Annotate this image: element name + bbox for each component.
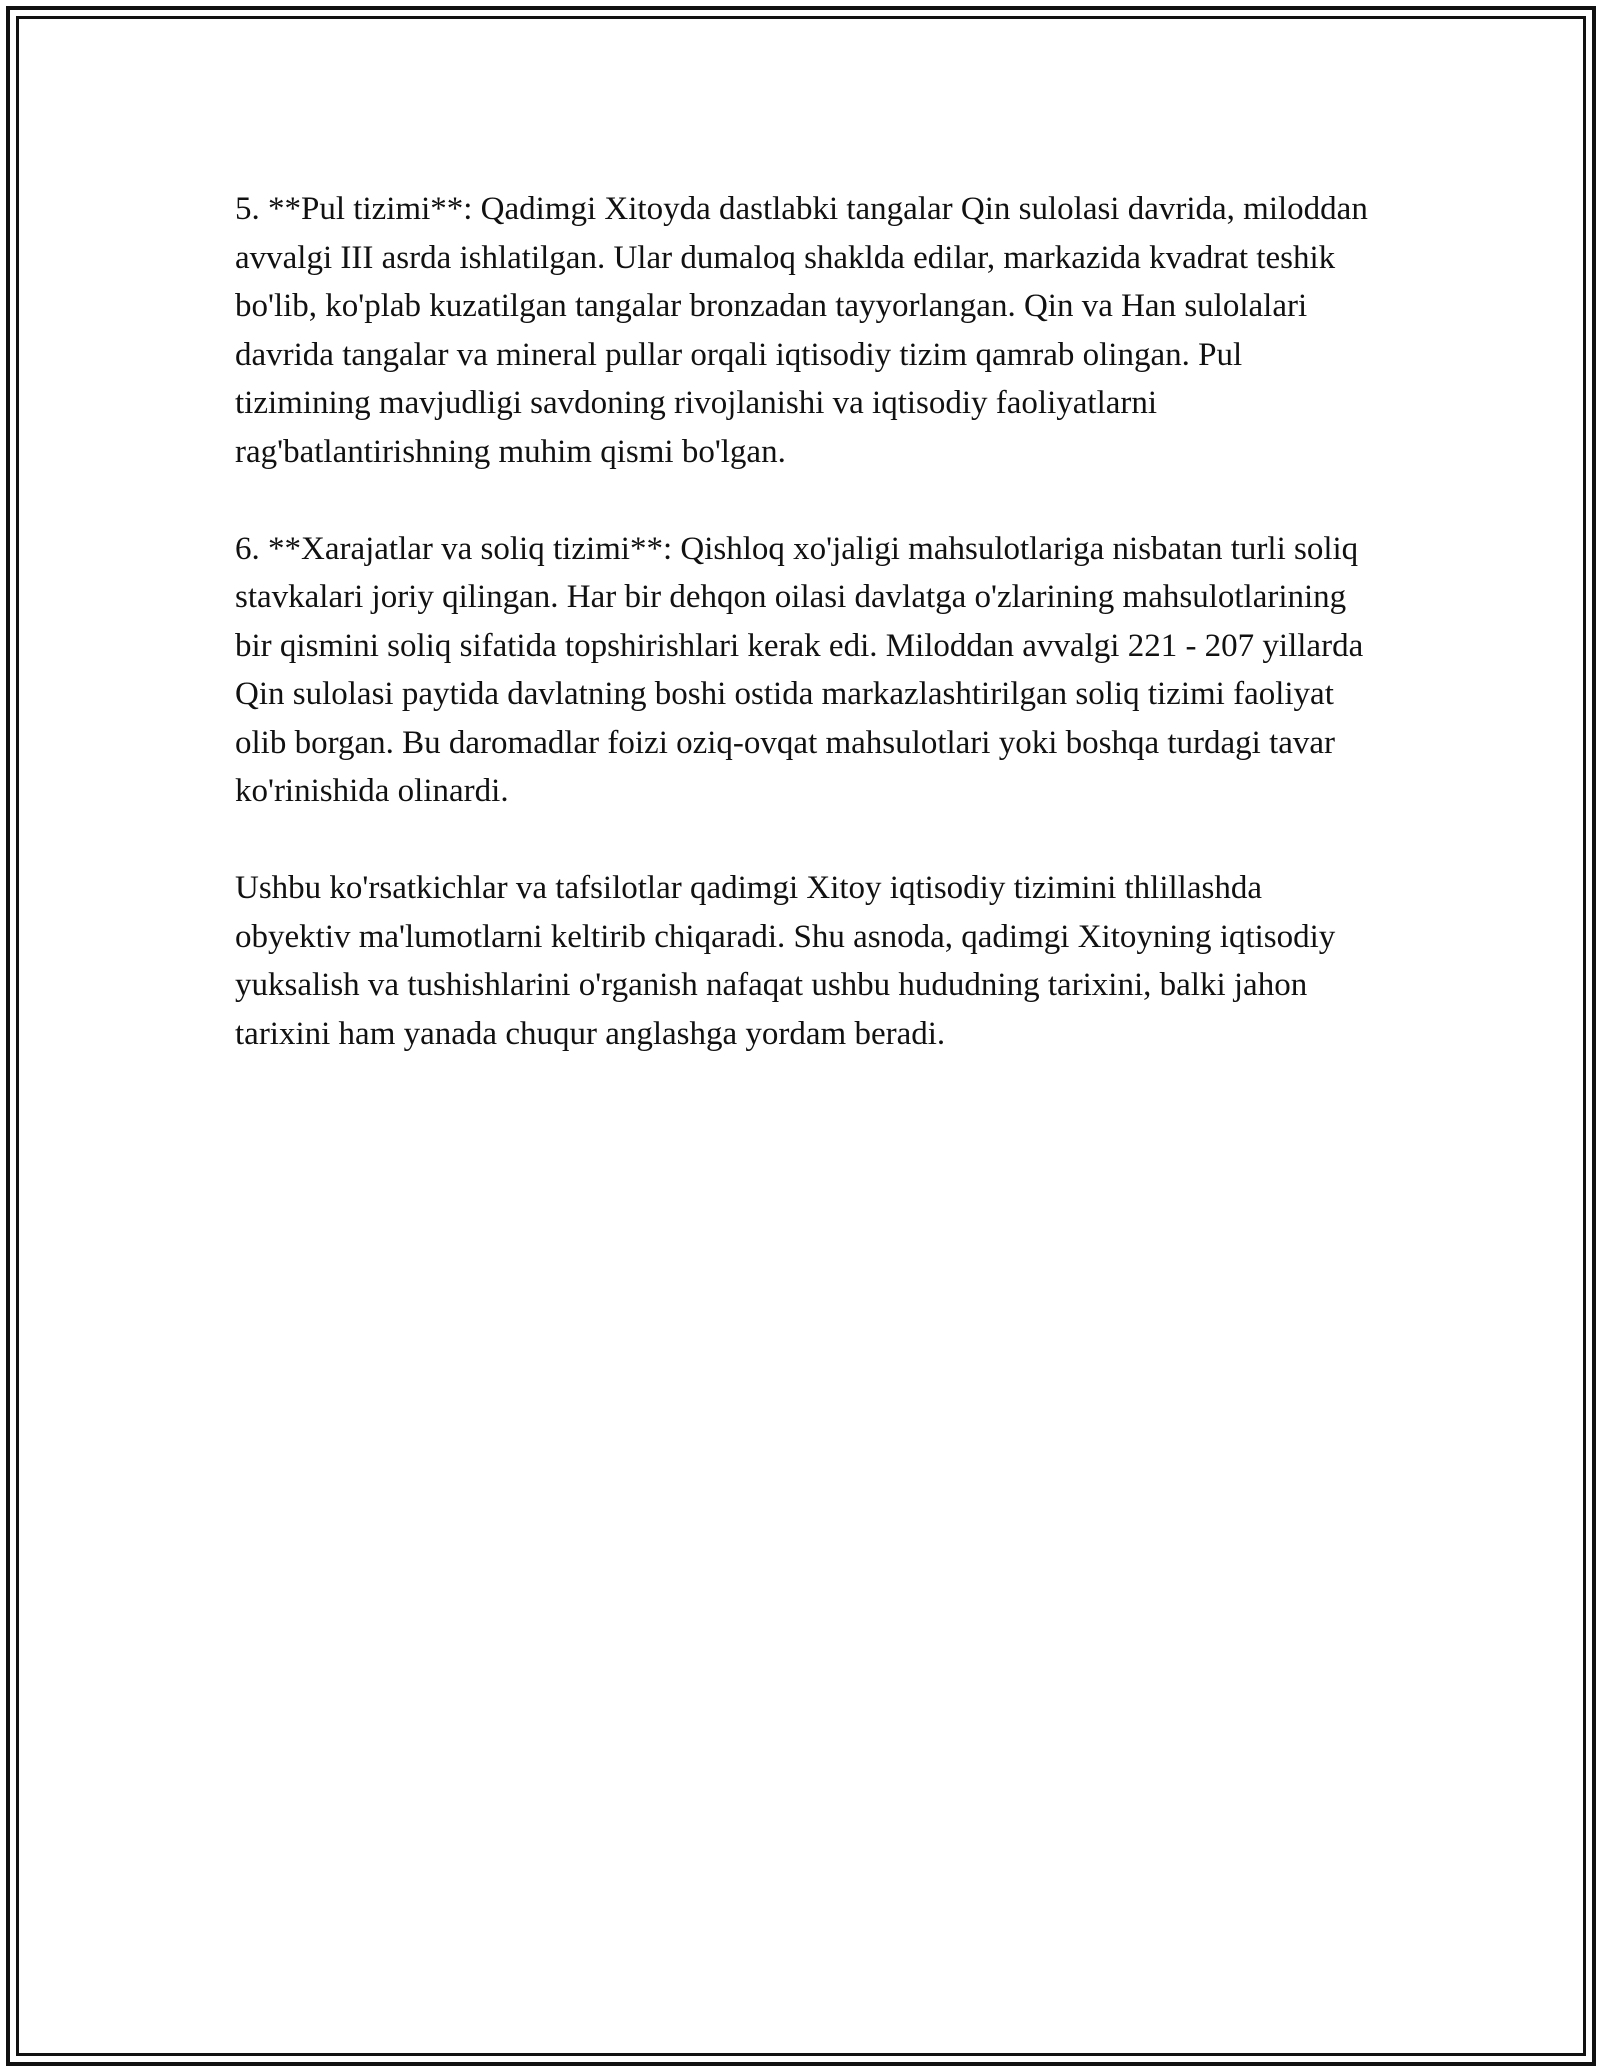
- document-body: [235, 185, 1375, 1107]
- paragraph-soliq-tizimi: 6. **Xarajatlar va soliq tizimi**: Qishloq xo'jaligi mahsulotlariga nisbatan turli soliq stavkalari joriy qilingan. Har bir dehqon oilasi davlatga o'zlarining mahsulotlarining bir qismini soliq sifatida topshirishlari kerak edi. Miloddan avvalgi 221 - 207 yillarda Qin sulolasi paytida davlatning boshi ostida markazlashtirilgan soliq tizimi faoliyat olib borgan. Bu daromadlar foizi oziq-ovqat mahsulotlari yoki boshqa turdagi tavar ko'rinishida olinardi.: [235, 530, 1364, 809]
- paragraph-conclusion: Ushbu ko'rsatkichlar va tafsilotlar qadimgi Xitoy iqtisodiy tizimini thlillashda obyektiv ma'lumotlarni keltirib chiqaradi. Shu asnoda, qadimgi Xitoyning iqtisodiy yuksalish va tushishlarini o'rganish nafaqat ushbu hududning tarixini, balki jahon tarixini ham yanada chuqur anglashga yordam beradi.: [235, 870, 1336, 1052]
- paragraph-pul-tizimi: 5. **Pul tizimi**: Qadimgi Xitoyda dastlabki tangalar Qin sulolasi davrida, miloddan avvalgi III asrda ishlatilgan. Ular dumaloq shaklda edilar, markazida kvadrat teshik bo'lib, ko'plab kuzatilgan tangalar bronzadan tayyorlangan. Qin va Han sulolalari davrida tangalar va mineral pullar orqali iqtisodiy tizim qamrab olingan. Pul tizimining mavjudligi savdoning rivojlanishi va iqtisodiy faoliyatlarni rag'batlantirishning muhim qismi bo'lgan.: [235, 191, 1368, 470]
